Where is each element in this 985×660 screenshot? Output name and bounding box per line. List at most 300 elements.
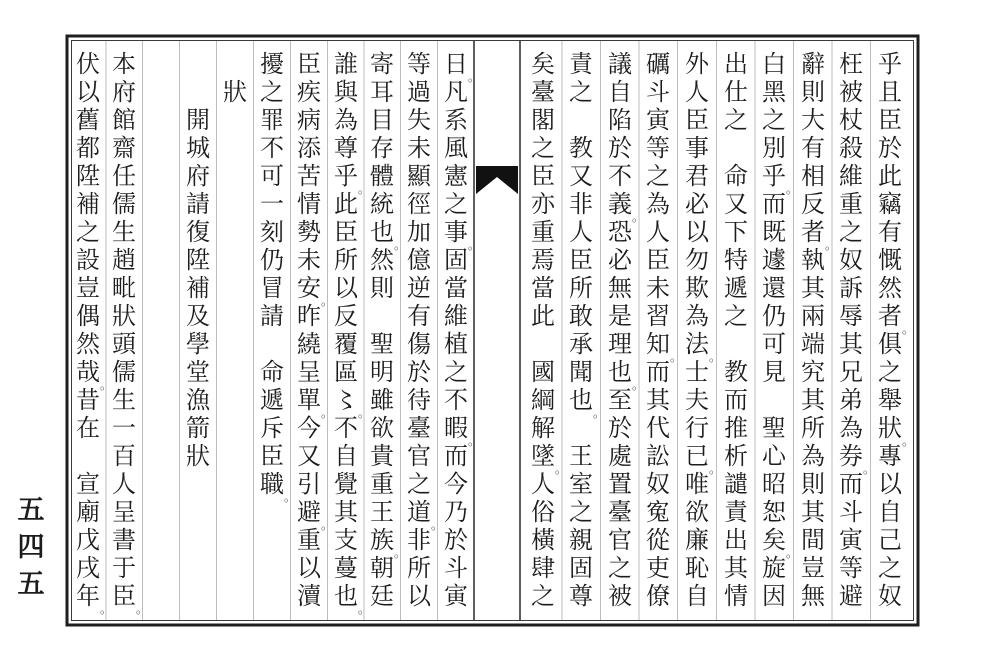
glyph: 王 [569,442,593,470]
glyph: 陞 [186,246,210,274]
glyph: 舊 [76,106,100,134]
glyph: 相 [801,162,825,190]
glyph: 然 [878,274,902,302]
text-column [758,50,798,610]
glyph: 旋 [762,554,786,582]
glyph: 貴 [370,442,394,470]
glyph: 有 [878,218,902,246]
glyph: 所 [801,414,825,442]
glyph: 聞 [569,358,593,386]
glyph: 繞 [297,330,321,358]
glyph: 自 [334,442,358,470]
glyph: 寅 [839,526,863,554]
glyph: 臣 [569,246,593,274]
glyph: 刻 [260,218,284,246]
glyph: 請 [260,302,284,330]
punctuation-mark: 。 [135,602,148,616]
glyph: 以 [878,470,902,498]
glyph: 人 [646,218,670,246]
glyph: 毗 [112,274,136,302]
blank-cell [720,134,752,162]
glyph: 于 [112,554,136,582]
glyph: 命 [724,162,748,190]
glyph: 反 [801,190,825,218]
glyph: 行 [685,414,709,442]
text-column [642,50,682,610]
glyph: 礪 [646,50,670,78]
glyph: 豈 [801,554,825,582]
glyph: 任 [112,162,136,190]
glyph: 出 [724,526,748,554]
glyph: 當 [531,274,555,302]
glyph: 乎 。 [334,162,370,196]
glyph: 請 [186,190,210,218]
glyph: 朝 [370,554,394,582]
glyph: 臣 [531,162,555,190]
glyph: 處 [608,442,632,470]
section-title [182,106,214,470]
glyph: 趙 [112,246,136,274]
glyph: 勿 [685,246,709,274]
glyph: 奴 [839,246,863,274]
punctuation-mark: 。 [631,210,644,224]
glyph: 墜 。 [531,442,567,476]
glyph: 瀆 [297,582,321,610]
punctuation-mark: 。 [357,406,370,420]
glyph: 至 [608,386,632,414]
punctuation-mark: 。 [320,406,333,420]
fish-tail-mark [476,166,518,194]
glyph: 未 [407,134,431,162]
text-column [527,50,567,610]
glyph: 誰 [334,50,358,78]
glyph: 館 [112,106,136,134]
glyph: 然 [370,246,394,274]
glyph: 代 [646,414,670,442]
glyph: 道 。 [407,498,443,532]
glyph: 支 [334,526,358,554]
glyph: 人 [112,470,136,498]
punctuation-mark: 。 [631,378,644,392]
glyph: 所 [407,554,431,582]
glyph: 還 [762,274,786,302]
glyph: 無 [608,274,632,302]
glyph: 等 [839,554,863,582]
glyph: 一 [112,414,136,442]
glyph: 乃 [444,498,468,526]
glyph: 而 [444,442,468,470]
glyph: 其 [334,498,358,526]
glyph: 自 [685,582,709,610]
glyph: 伏 [76,50,100,78]
text-column [681,50,721,610]
glyph: 當 [444,274,468,302]
glyph: 則 [370,274,394,302]
glyph: 斥 [260,414,284,442]
glyph: 之 [608,554,632,582]
glyph: 其 [801,498,825,526]
glyph: 為 [685,302,709,330]
glyph: 之 [724,106,748,134]
glyph: 職 。 [260,470,296,504]
punctuation-mark: 。 [283,490,296,504]
glyph: 開 [186,106,210,134]
glyph: 亦 [531,190,555,218]
glyph: 恥 [685,554,709,582]
glyph: 臣 [646,246,670,274]
closing-mark [219,78,251,106]
glyph: 億 [407,246,431,274]
glyph: 之 [531,134,555,162]
glyph: 重 [531,218,555,246]
punctuation-mark: 。 [824,238,837,252]
glyph: 官 [608,526,632,554]
text-column [330,50,370,616]
glyph: 百 [112,442,136,470]
blank-cell [565,414,597,442]
glyph: 儒 [112,358,136,386]
glyph: 所 [569,274,593,302]
glyph: 統 [370,190,394,218]
glyph: 固 [444,246,468,274]
glyph: 於 [608,134,632,162]
glyph: 執 [801,246,825,274]
glyph: 出 [724,50,748,78]
glyph: 耳 [370,78,394,106]
glyph: 聖 [370,330,394,358]
glyph: 特 [724,246,748,274]
glyph: 未 [646,274,670,302]
glyph: 教 [569,134,593,162]
glyph: 五 [17,569,45,600]
punctuation-mark: 。 [467,70,480,84]
glyph: 又 [297,442,321,470]
glyph: 臺 [531,78,555,106]
glyph: 而 [724,386,748,414]
glyph: 仕 [724,78,748,106]
glyph: 者 。 [801,218,837,252]
glyph: 大 [801,106,825,134]
glyph: 城 [186,134,210,162]
page-number [14,492,48,603]
text-column [366,50,406,610]
glyph: 欺 [685,274,709,302]
glyph: 引 [297,470,321,498]
punctuation-mark: 。 [99,378,112,392]
glyph: 以 [334,274,358,302]
glyph: 外 [685,50,709,78]
glyph: 慨 [878,246,902,274]
punctuation-mark: 。 [320,518,333,532]
glyph: 推 [724,414,748,442]
punctuation-mark: 。 [901,434,914,448]
punctuation-mark: 。 [320,294,333,308]
glyph: 昨 [297,302,321,330]
blank-cell [256,330,288,358]
glyph: 徑 [407,190,431,218]
glyph: 必 [608,246,632,274]
glyph: 不 [608,162,632,190]
punctuation-mark: 。 [554,462,567,476]
glyph: 所 [334,246,358,274]
glyph: 其 [724,554,748,582]
text-column [72,50,112,616]
glyph: 官 [407,442,431,470]
glyph: 杖 [839,106,863,134]
glyph: 日 。 [444,50,480,84]
glyph: 今 [444,470,468,498]
glyph: 生 [112,386,136,414]
glyph: 疾 [297,78,321,106]
glyph: 廷 [370,582,394,610]
glyph: 年 。 [76,582,112,616]
punctuation-mark: 。 [901,322,914,336]
glyph: 偶 [76,302,100,330]
glyph: 此 [531,302,555,330]
glyph: 風 [444,134,468,162]
glyph: 陞 [76,162,100,190]
glyph: 己 [878,526,902,554]
glyph: 罪 [260,106,284,134]
glyph: 白 [762,50,786,78]
blank-cell [366,302,398,330]
glyph: 箭 [186,414,210,442]
glyph: 戌 [76,554,100,582]
glyph: 此 [878,162,902,190]
glyph: 見 [762,358,786,386]
glyph: 臣 。 [112,582,148,616]
glyph: 已 。 [685,442,721,476]
glyph: 逆 [407,274,431,302]
glyph: 俱 [878,330,902,358]
glyph: 臣 [260,442,284,470]
glyph: 臣 [334,218,358,246]
glyph: 也 。 [569,386,605,420]
glyph: 且 [878,78,902,106]
glyph: 則 [801,470,825,498]
glyph: 失 [407,106,431,134]
glyph: 教 [724,358,748,386]
glyph: 事 。 [444,218,480,252]
glyph: 舉 [878,386,902,414]
blank-cell [758,386,790,414]
glyph: 覆 [334,330,358,358]
glyph: 敢 [569,302,593,330]
glyph: 俗 [531,498,555,526]
glyph: 而 [839,470,863,498]
glyph: 橫 [531,526,555,554]
punctuation-mark: 。 [357,182,370,196]
glyph: 自 [608,78,632,106]
glyph: 議 [608,50,632,78]
blank-cell [72,442,104,470]
glyph: 之 [878,554,902,582]
glyph: 之 [762,106,786,134]
glyph: 以 [76,78,100,106]
glyph: 臺 [407,414,431,442]
text-column [565,50,605,610]
glyph: 系 [444,106,468,134]
glyph: 又 [569,162,593,190]
glyph: 習 [646,302,670,330]
glyph: 狀 。 [878,414,914,448]
glyph: 尊 [569,582,593,610]
glyph: 黑 [762,78,786,106]
glyph: 漁 [186,386,210,414]
glyph: 府 [112,78,136,106]
glyph: 仍 [260,246,284,274]
glyph: 恕 [762,498,786,526]
glyph: 未 [297,246,321,274]
glyph: 寅 [444,582,468,610]
glyph: 植 [444,330,468,358]
glyph: 不 [334,414,358,442]
glyph: 既 [762,218,786,246]
glyph: 寅 [646,106,670,134]
glyph: 暇 。 [444,414,480,448]
glyph: 狀 [112,302,136,330]
glyph: 陷 [608,106,632,134]
glyph: 以 [407,582,431,610]
glyph: 者 。 [878,302,914,336]
glyph: 訴 [839,274,863,302]
glyph: 情 [724,582,748,610]
punctuation-mark: 。 [393,546,406,560]
glyph: 下 [724,218,748,246]
glyph: 責 [569,50,593,78]
glyph: 尊 [334,134,358,162]
glyph: 昭 [762,470,786,498]
glyph: 頭 [112,330,136,358]
glyph: 仍 [762,302,786,330]
glyph: 事 [685,134,709,162]
text-column [720,50,752,610]
glyph: 人 [531,470,555,498]
glyph: 反 [334,302,358,330]
glyph: 狀 [186,442,210,470]
glyph: 戊 [76,526,100,554]
glyph: 矣 。 [762,526,798,560]
glyph: 本 [112,50,136,78]
glyph: 憲 [444,162,468,190]
glyph: 欲 [370,414,394,442]
glyph: 知 。 [646,330,682,364]
glyph: 臣 [878,106,902,134]
glyph: 辱 [839,302,863,330]
glyph: 過 [407,78,431,106]
glyph: 非 [569,190,593,218]
glyph: 訟 [646,442,670,470]
glyph: 譴 [724,470,748,498]
glyph: 此 [334,190,358,218]
glyph: 士 [685,358,709,386]
punctuation-mark: 。 [99,602,112,616]
glyph: 重 [839,190,863,218]
glyph: 其 [839,330,863,358]
glyph: 單 。 [297,386,333,420]
text-column [403,50,443,610]
glyph: 責 [724,498,748,526]
glyph: 有 [801,134,825,162]
glyph: 被 [608,582,632,610]
glyph: 之 [260,78,284,106]
glyph: 心 [762,442,786,470]
glyph: 廟 [76,498,100,526]
punctuation-mark: 。 [785,546,798,560]
glyph: 理 [608,330,632,358]
glyph: 維 [839,162,863,190]
glyph: 存 [370,134,394,162]
glyph: 豈 [76,274,100,302]
glyph: 為 [646,190,670,218]
glyph: 苦 [297,162,321,190]
glyph: 之 [569,498,593,526]
glyph: 被 [839,78,863,106]
glyph: 斗 [839,498,863,526]
glyph: 之 [839,218,863,246]
glyph: 遞 [724,274,748,302]
glyph: 矣 [531,50,555,78]
glyph: 也 。 [370,218,406,252]
text-column [256,50,296,504]
glyph: 之 [407,470,431,498]
glyph: 情 [297,190,321,218]
glyph: 今 [297,414,321,442]
glyph: 凡 [444,78,468,106]
glyph: 究 [801,358,825,386]
glyph: 堂 [186,358,210,386]
glyph: 其 [801,274,825,302]
punctuation-mark: 。 [357,602,370,616]
glyph: 不 [444,386,468,414]
blank-cell [527,330,559,358]
text-column [797,50,837,610]
glyph: 於 [444,526,468,554]
glyph: 顯 [407,162,431,190]
glyph: 呈 [112,498,136,526]
glyph: 乎 [878,50,902,78]
glyph: 解 [531,414,555,442]
glyph: 擾 [260,50,284,78]
glyph: 欲 [685,498,709,526]
glyph: 而 [646,358,670,386]
punctuation-mark: 。 [862,462,875,476]
glyph: 府 [186,162,210,190]
glyph: 之 [76,218,100,246]
glyph: 病 [297,106,321,134]
glyph: 吏 [646,554,670,582]
glyph: 義 。 [608,190,644,224]
glyph: 臣 [685,106,709,134]
glyph: 之 [878,358,902,386]
glyph: 其 [646,386,670,414]
glyph: 族 。 [370,526,406,560]
glyph: 然 [76,330,100,358]
center-gutter [474,41,520,620]
glyph: 避 。 [297,498,333,532]
glyph: 冒 [260,274,284,302]
glyph: 肆 [531,554,555,582]
glyph: 四 [17,532,45,563]
glyph: 臣 [297,50,321,78]
glyph: 為 [839,414,863,442]
glyph: 加 [407,218,431,246]
glyph: 不 [260,134,284,162]
glyph: 唯 [685,470,709,498]
punctuation-mark: 。 [669,350,682,364]
text-column [835,50,875,610]
punctuation-mark: 。 [708,350,721,364]
